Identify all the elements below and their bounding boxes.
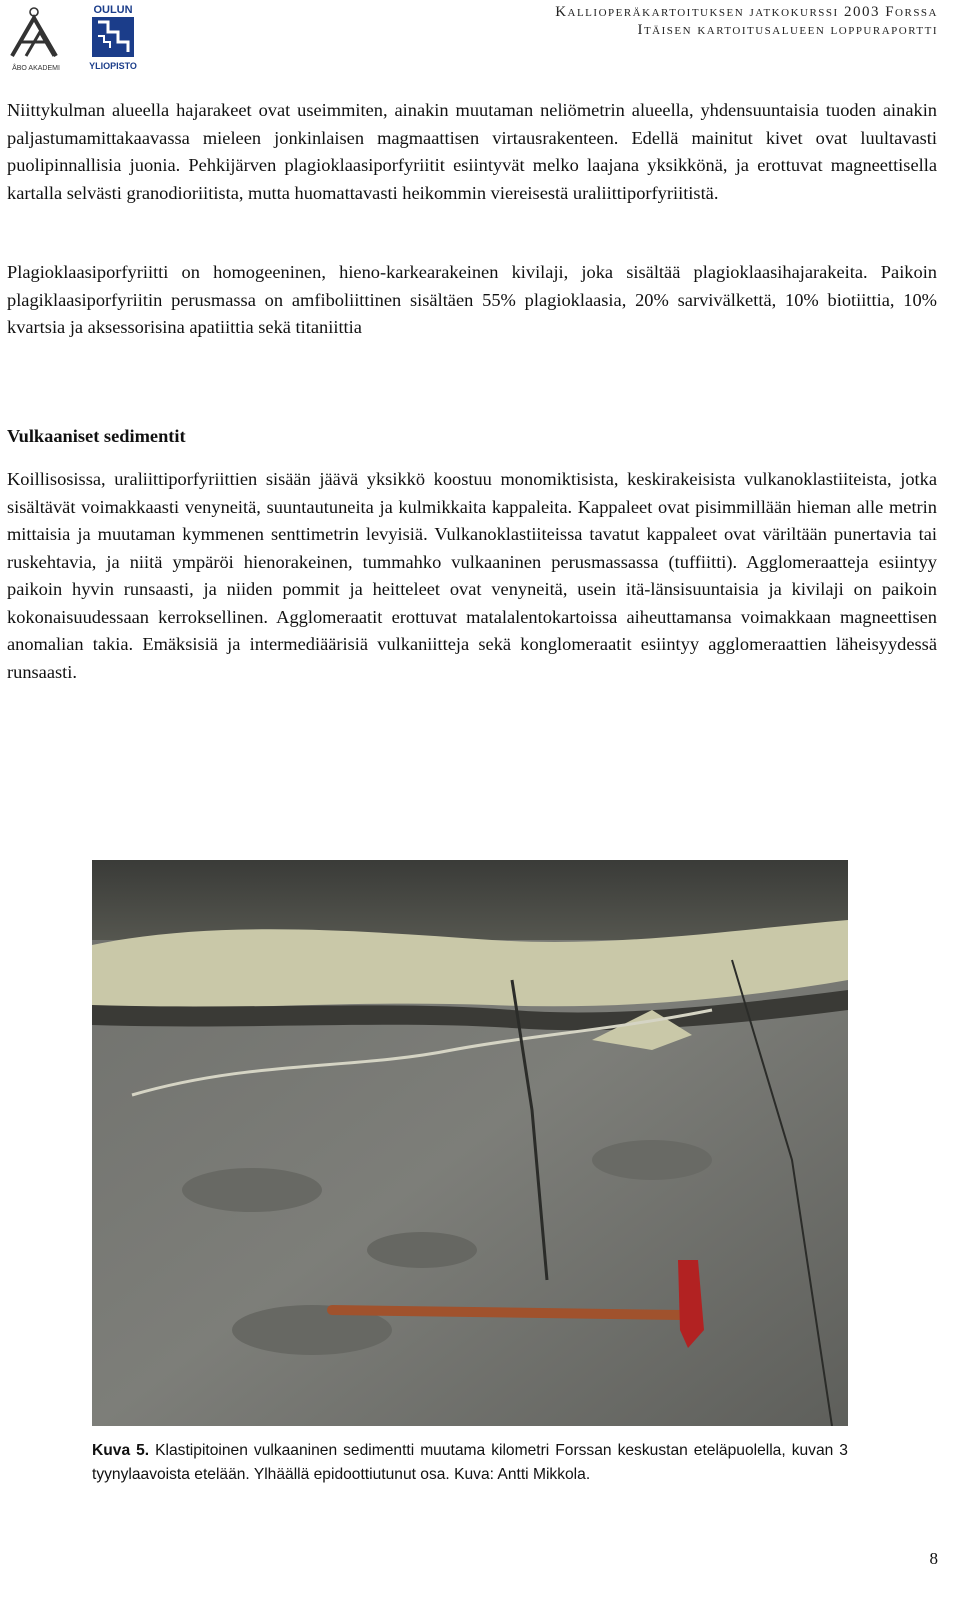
header-title-line1: Kallioperäkartoituksen jatkokurssi 2003 Forssa xyxy=(555,4,938,20)
svg-text:ÅBO AKADEMI: ÅBO AKADEMI xyxy=(12,65,60,72)
abo-akademi-logo xyxy=(6,4,66,74)
svg-text:YLIOPISTO: YLIOPISTO xyxy=(89,61,137,71)
section-heading: Vulkaaniset sedimentit xyxy=(7,426,186,446)
svg-text:OULUN: OULUN xyxy=(93,4,133,16)
header-title-line2: Itäisen kartoitusalueen loppuraportti xyxy=(637,22,938,38)
paragraph-1: Niittykulman alueella hajarakeet ovat useimmiten, ainakin muutaman neliömetrin alueella, yhdensuuntaisia tuoden ainakin paljastumamittakaavassa mieleen jonkinlaisen magmaattisen virtausrakenteen. Edellä mainitut kivet ovat luultavasti puolipinnallisia juonia. Pehkijärven plagioklaasiporfyriitit esiintyvät melko laajana yksikkönä, ja erottuvat magneettisella kartalla selvästi granodioriitista, mutta huomattavasti heikommin viereisestä uraliittiporfyriitistä. xyxy=(7,100,937,203)
rock-outcrop-photo xyxy=(92,860,848,1426)
figure-caption xyxy=(92,1439,848,1486)
paragraph-2: Plagioklaasiporfyriitti on homogeeninen, hieno-karkearakeinen kivilaji, joka sisältää plagioklaasihajarakeita. Paikoin plagiklaasiporfyriitin perusmassa on amfiboliittinen sisältäen 55% plagioklaasia, 20% sarvivälkettä, 10% biotiittia, 10% kvartsia ja aksessorisina apatiittia sekä titaniittia xyxy=(7,262,937,337)
oulu-university-logo xyxy=(88,2,138,74)
caption-label: Kuva 5. xyxy=(92,1442,150,1459)
page-number: 8 xyxy=(929,1549,938,1568)
paragraph-3: Koillisosissa, uraliittiporfyriittien sisään jäävä yksikkö koostuu monomiktisista, keskirakeisista vulkanoklastiiteista, jotka sisältävät voimakkaasti venyneitä, suuntautuneita ja kulmikkaita kappaleita. Kappaleet ovat pisimmillään hieman alle metrin mittaisia ja muutaman kymmenen senttimetrin levyisiä. Vulkanoklastiiteissa tavatut kappaleet ovat väriltään punertavia tai ruskehtavia, ja niitä ympäröi hienorakeinen, tummahko vulkaaninen perusmassassa (tuffiitti). Agglomeraatteja esiintyy paikoin hyvin runsaasti, ja niiden pommit ja heitteleet ovat venyneitä, usein itä-länsisuuntaisia ja kivilaji on paikoin kokonaisuudessaan kerroksellinen. Agglomeraatit erottuvat matalalentokartoissa aiheuttamansa voimakkaan magneettisen anomalian takia. Emäksisiä ja intermediäärisiä vulkaniitteja sekä konglomeraatit esiintyy agglomeraattien läheisyydessä runsaasti. xyxy=(7,469,937,682)
page-header xyxy=(0,0,960,80)
caption-text: Klastipitoinen vulkaaninen sedimentti muutama kilometri Forssan keskustan eteläpuolella, kuvan 3 tyynylaavoista etelään. Ylhäällä epidoottiutunut osa. Kuva: Antti Mikkola. xyxy=(92,1442,848,1483)
